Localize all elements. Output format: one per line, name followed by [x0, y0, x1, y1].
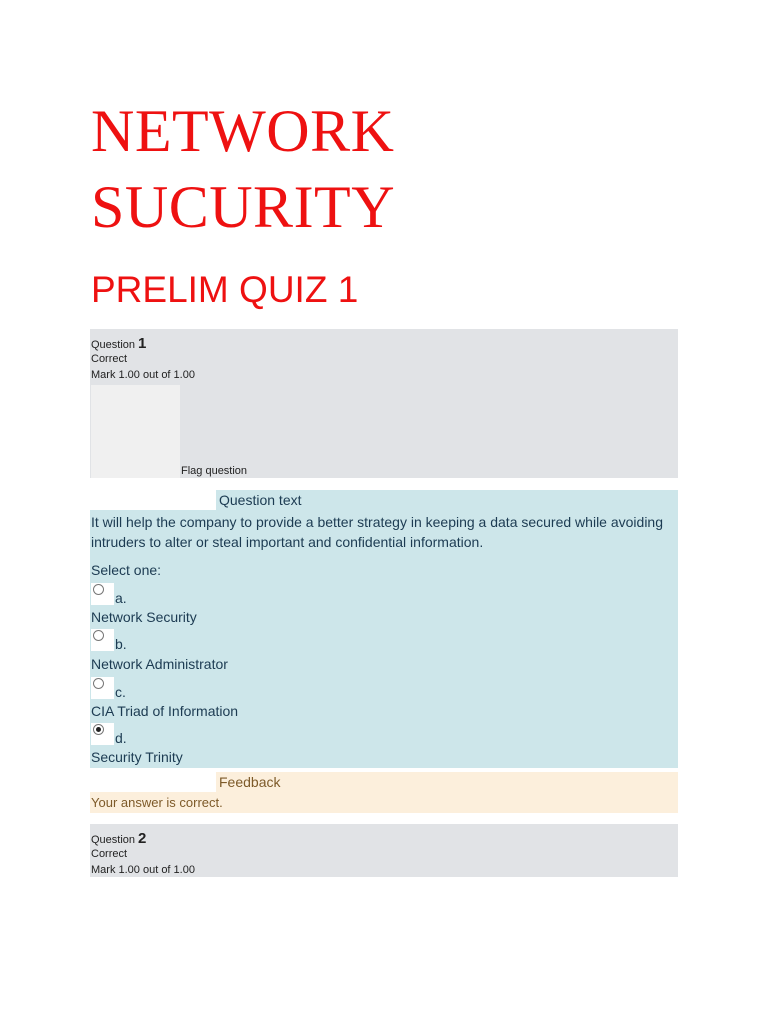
- radio-button-icon[interactable]: [93, 584, 104, 595]
- document-title-line-1: NETWORK: [91, 98, 395, 164]
- question-text-heading: Question text: [219, 492, 302, 508]
- option-c-text[interactable]: CIA Triad of Information: [91, 703, 239, 719]
- option-b-letter: b.: [115, 636, 127, 652]
- question-mark: Mark 1.00 out of 1.00: [91, 864, 195, 876]
- flag-question-toggle[interactable]: [91, 385, 180, 478]
- feedback-heading: Feedback: [219, 774, 281, 790]
- question-2-info: [90, 824, 678, 877]
- option-d-radio-cell: [91, 723, 114, 745]
- question-1-number-line: [91, 335, 146, 352]
- heading-notch: [90, 490, 216, 510]
- radio-button-icon[interactable]: [93, 724, 104, 735]
- select-one-prompt: Select one:: [91, 562, 162, 578]
- option-d-text[interactable]: Security Trinity: [91, 749, 183, 765]
- option-a-letter: a.: [115, 590, 127, 606]
- question-mark: Mark 1.00 out of 1.00: [91, 369, 195, 381]
- question-label: Question: [91, 834, 136, 846]
- question-number: 1: [138, 335, 147, 352]
- option-d-letter: d.: [115, 730, 127, 746]
- question-text: It will help the company to provide a better strategy in keeping a data secured while avoiding intruders to alter or steal important and confidential information.: [91, 514, 664, 550]
- radio-button-icon[interactable]: [93, 630, 104, 641]
- radio-button-icon[interactable]: [93, 678, 104, 689]
- option-a-radio-cell: [91, 583, 114, 605]
- document-title-line-2: SUCURITY: [91, 174, 396, 240]
- feedback-text: Your answer is correct.: [91, 795, 223, 810]
- question-number: 2: [138, 830, 147, 847]
- option-b-text[interactable]: Network Administrator: [91, 656, 228, 672]
- heading-notch: [90, 772, 216, 792]
- option-a-text[interactable]: Network Security: [91, 609, 197, 625]
- flag-question-label[interactable]: Flag question: [181, 465, 248, 477]
- quiz-subtitle: PRELIM QUIZ 1: [91, 269, 359, 310]
- option-c-letter: c.: [115, 684, 126, 700]
- question-label: Question: [91, 339, 136, 351]
- question-1-content: [90, 490, 678, 768]
- question-1-info: [90, 329, 678, 478]
- question-state: Correct: [91, 848, 128, 860]
- option-b-radio-cell: [91, 629, 114, 651]
- question-state: Correct: [91, 353, 128, 365]
- question-2-number-line: [91, 830, 146, 847]
- feedback-section: [90, 772, 678, 813]
- option-c-radio-cell: [91, 677, 114, 699]
